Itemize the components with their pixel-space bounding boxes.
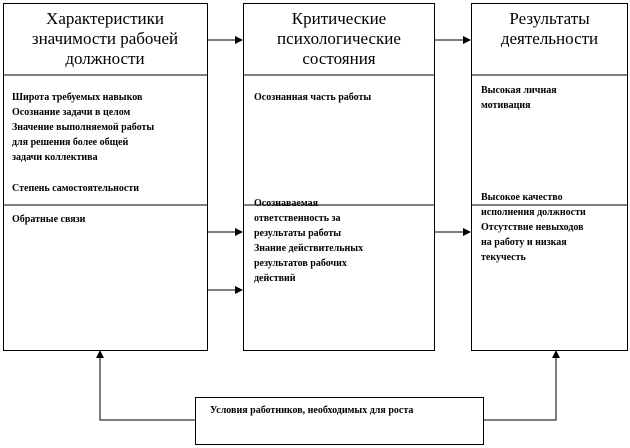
job-item-5: Обратные связи — [12, 214, 86, 225]
results-item-2: Высокое качество — [481, 192, 563, 203]
job-item-1: Широта требуемых навыков — [12, 92, 143, 103]
feedback-line-left — [100, 352, 195, 420]
job-item-3: Значение выполняемой работы — [12, 122, 155, 133]
states-item-2-cont-2: результаты работы — [254, 228, 342, 239]
job-item-4: Степень самостоятельности — [12, 183, 139, 194]
results-item-3-cont-1: на работу и низкая — [481, 237, 567, 248]
growth-conditions-label: Условия работников, необходимых для роста — [210, 405, 414, 416]
results-item-1: Высокая личная — [481, 85, 557, 96]
psych-states-title: Критические психологические состояния — [277, 9, 401, 68]
results-item-1-cont: мотивация — [481, 100, 531, 111]
states-item-2-cont-1: ответственность за — [254, 213, 341, 224]
results-box — [471, 3, 628, 351]
job-item-3-cont-1: для решения более общей — [12, 137, 129, 148]
results-item-3-cont-2: текучесть — [481, 252, 526, 263]
states-item-2: Осознаваемая — [254, 198, 318, 209]
states-item-3-cont-1: результатов рабочих — [254, 258, 347, 269]
states-item-1: Осознанная часть работы — [254, 92, 372, 103]
job-item-3-cont-2: задачи коллектива — [12, 152, 98, 163]
states-item-3-cont-2: действий — [254, 273, 296, 284]
job-item-2: Осознание задачи в целом — [12, 107, 131, 118]
job-characteristics-title: Характеристики значимости рабочей должности — [31, 9, 179, 68]
states-item-3: Знание действительных — [254, 243, 364, 254]
results-item-2-cont: исполнения должности — [481, 207, 586, 218]
results-item-3: Отсутствие невыходов — [481, 222, 584, 233]
results-title: Результаты деятельности — [500, 9, 599, 48]
feedback-line-right — [483, 352, 556, 420]
